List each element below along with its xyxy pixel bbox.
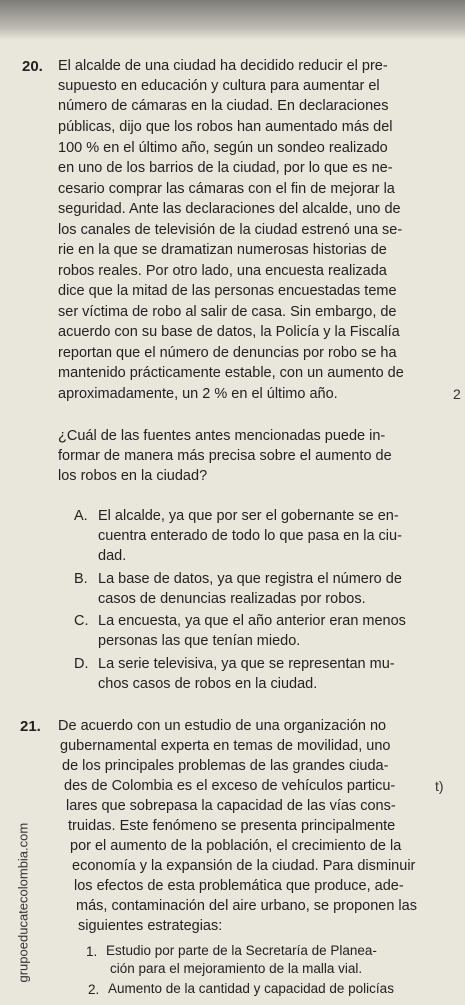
q21-text-line: De acuerdo con un estudio de una organización no <box>58 718 387 734</box>
strategy-2-text: Aumento de la cantidad y capacidad de policías <box>108 981 394 996</box>
option-b-text: casos de denuncias realizadas por robos. <box>98 591 366 607</box>
q20-text-line: reportan que el número de denuncias por robo se ha <box>58 345 397 361</box>
q20-text-line: públicas, dijo que los robos han aumentado más del <box>58 119 393 135</box>
strategy-number: 2. <box>88 982 100 997</box>
q20-text-line: 100 % en el último año, según un sondeo realizado <box>58 140 388 156</box>
strategy-1-text: Estudio por parte de la Secretaría de Planea- <box>106 943 377 958</box>
q21-text-line: de los principales problemas de las grandes ciuda- <box>62 758 389 774</box>
option-letter: B. <box>74 571 88 587</box>
q20-text-line: acuerdo con su base de datos, la Policía y la Fiscalía <box>58 324 400 340</box>
option-c-text: La encuesta, ya que el año anterior eran menos <box>98 613 406 629</box>
q20-text-line: en uno de los barrios de la ciudad, por lo que es ne- <box>58 160 393 176</box>
q20-text-line: cesario comprar las cámaras con el fin de mejorar la <box>58 181 395 197</box>
option-a-text: cuentra enterado de todo lo que pasa en la ciu- <box>98 528 402 544</box>
strategy-1-text: ción para el mejoramiento de la malla vial. <box>110 961 363 976</box>
option-a-text: El alcalde, ya que por ser el gobernante se en- <box>98 508 399 524</box>
cropped-header-strip <box>0 0 465 40</box>
q21-text-line: gubernamental experta en temas de movilidad, uno <box>60 738 391 754</box>
q20-text-line: El alcalde de una ciudad ha decidido reducir el pre- <box>58 58 388 74</box>
q20-question-line: ¿Cuál de las fuentes antes mencionadas puede in- <box>58 428 386 444</box>
q20-text-line: dice que la mitad de las personas encuestadas teme <box>58 283 397 299</box>
q21-text-line: siguientes estrategias: <box>78 918 223 934</box>
q21-text-line: truidas. Este fenómeno se presenta principalmente <box>68 818 396 834</box>
question-number: 20. <box>22 58 43 75</box>
option-letter: A. <box>74 508 88 524</box>
q20-question-line: los robos en la ciudad? <box>58 468 208 484</box>
margin-mark: 2 <box>453 386 461 402</box>
option-letter: C. <box>74 613 89 629</box>
strategy-number: 1. <box>86 944 98 959</box>
q20-text-line: aproximadamente, un 2 % en el último año. <box>58 386 338 402</box>
q21-text-line: por el aumento de la población, el crecimiento de la <box>70 838 402 854</box>
q21-text-line: más, contaminación del aire urbano, se proponen las <box>76 898 417 914</box>
q20-text-line: robos reales. Por otro lado, una encuesta realizada <box>58 263 387 279</box>
option-c-text: personas las que tenían miedo. <box>98 633 301 649</box>
q21-text-line: los efectos de esta problemática que produce, ade- <box>74 878 404 894</box>
q21-text-line: lares que sobrepasa la capacidad de las vías cons- <box>66 798 396 814</box>
q21-text-line: economía y la expansión de la ciudad. Para disminuir <box>72 858 416 874</box>
option-a-text: dad. <box>98 548 127 564</box>
q21-text-line: des de Colombia es el exceso de vehículos particu- <box>64 778 396 794</box>
q20-text-line: ser víctima de robo al salir de casa. Sin embargo, de <box>58 304 397 320</box>
question-number: 21. <box>20 718 41 735</box>
option-letter: D. <box>74 656 89 672</box>
q20-text-line: los canales de televisión de la ciudad estrenó una se- <box>58 222 403 238</box>
margin-mark: t) <box>435 778 444 794</box>
option-d-text: La serie televisiva, ya que se representan mu- <box>98 656 395 672</box>
watermark-text: grupoeducatecolombia.com <box>15 822 31 983</box>
option-d-text: chos casos de robos en la ciudad. <box>98 676 318 692</box>
q20-text-line: número de cámaras en la ciudad. En declaraciones <box>58 98 389 114</box>
q20-text-line: mantenido prácticamente estable, con un aumento de <box>58 365 404 381</box>
q20-text-line: seguridad. Ante las declaraciones del alcalde, uno de <box>58 201 401 217</box>
q20-question-line: formar de manera más precisa sobre el aumento de <box>58 448 392 464</box>
q20-text-line: supuesto en educación y cultura para aumentar el <box>58 78 380 94</box>
option-b-text: La base de datos, ya que registra el número de <box>98 571 402 587</box>
q20-text-line: rie en la que se dramatizan numerosas historias de <box>58 242 387 258</box>
